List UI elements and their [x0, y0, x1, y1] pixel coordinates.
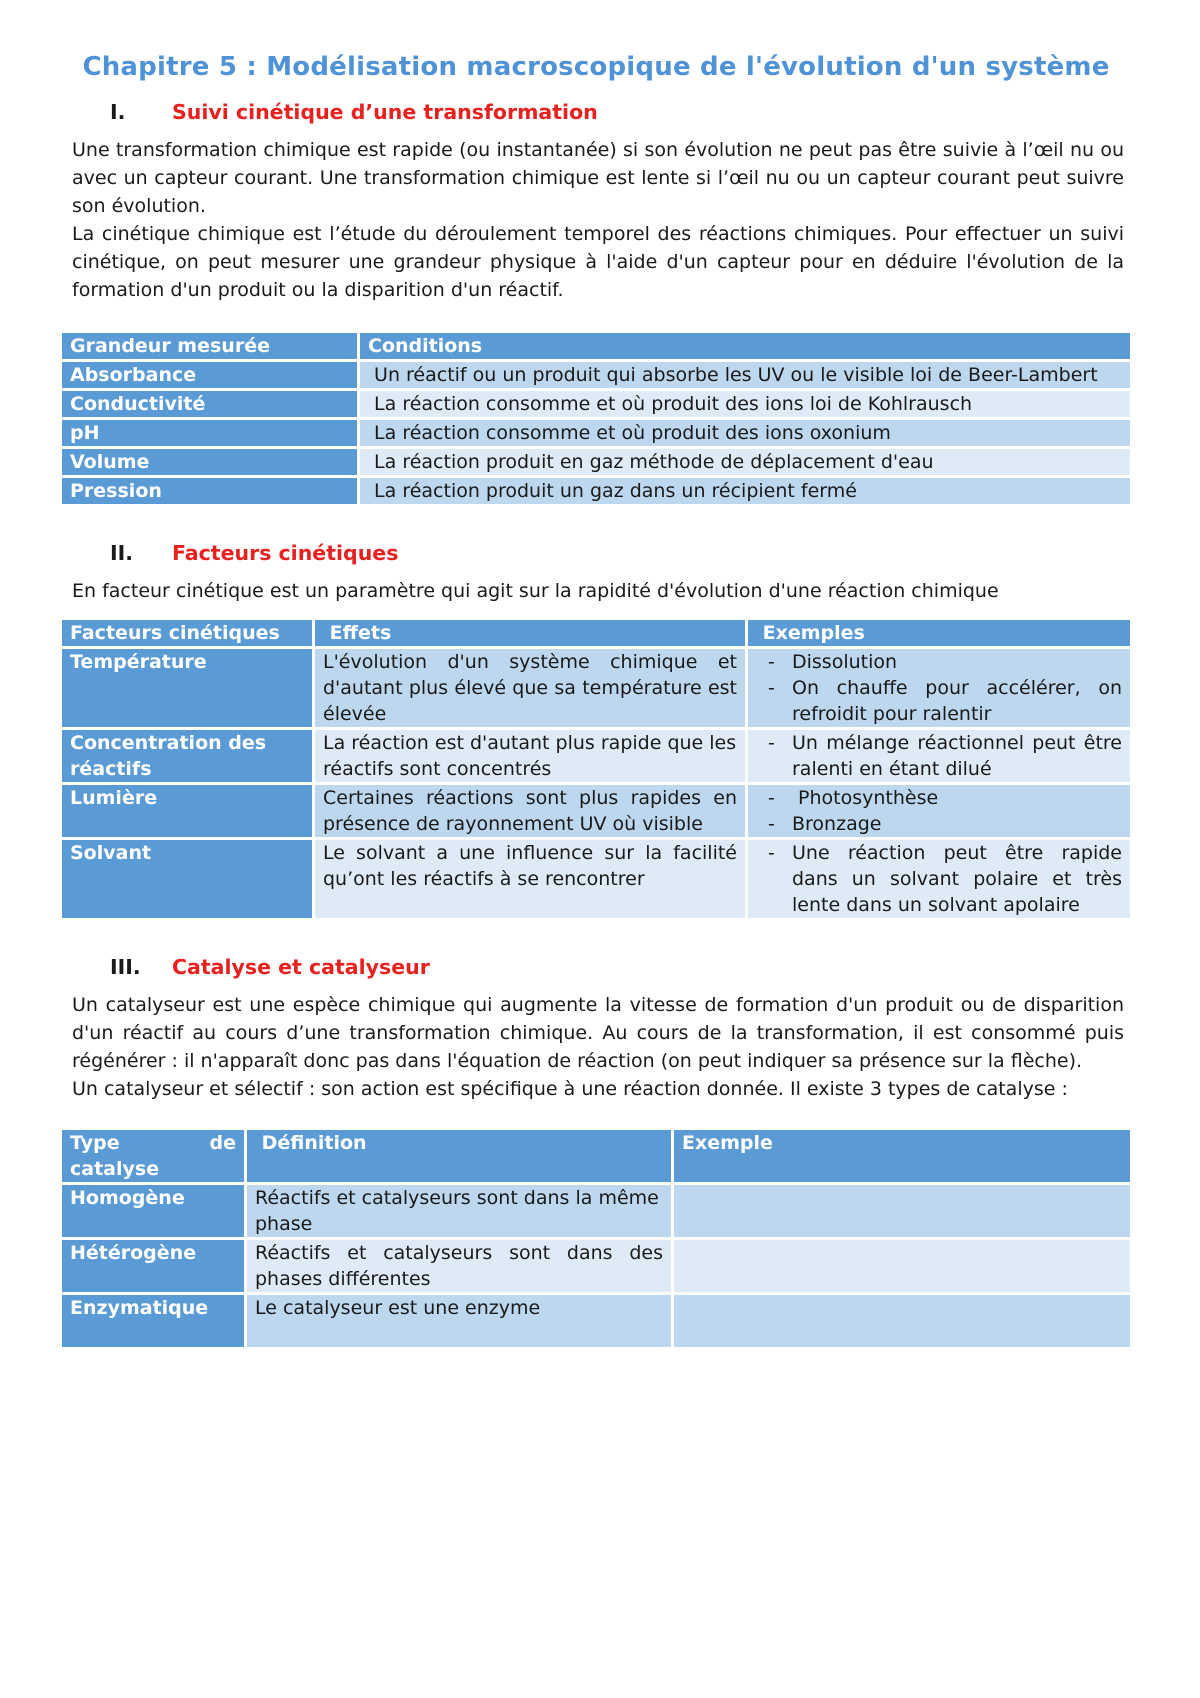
section-3-heading [62, 955, 1130, 979]
paragraph: En facteur cinétique est un paramètre qui agit sur la rapidité d'évolution d'une réaction chimique [72, 580, 999, 602]
section-number: II. [110, 541, 134, 565]
table-cell: La réaction est d'autant plus rapide que les réactifs sont concentrés [315, 730, 745, 782]
table-row [62, 478, 1130, 504]
table-row [62, 391, 1130, 417]
table-cell: La réaction produit un gaz dans un récipient fermé [360, 478, 1130, 504]
table-cell: Enzymatique [62, 1295, 244, 1347]
table-row [62, 785, 1130, 837]
table-cell: La réaction consomme et où produit des ions oxonium [360, 420, 1130, 446]
table-cell [748, 785, 1130, 837]
table-cell: Absorbance [62, 362, 357, 388]
table-cell: La réaction produit en gaz méthode de déplacement d'eau [360, 449, 1130, 475]
table-row [62, 1185, 1130, 1237]
catalysis-table [59, 1127, 1133, 1350]
table-cell: Le solvant a une influence sur la facilité qu’ont les réactifs à se rencontrer [315, 840, 745, 918]
table-cell [748, 840, 1130, 918]
page-title: Chapitre 5 : Modélisation macroscopique de l'évolution d'un système [82, 52, 1110, 82]
table-cell: Réactifs et catalyseurs sont dans des phases différentes [247, 1240, 671, 1292]
table-row [62, 449, 1130, 475]
table-cell: Pression [62, 478, 357, 504]
table-row [62, 649, 1130, 727]
table-cell: Concentration des réactifs [62, 730, 312, 782]
section-title: Facteurs cinétiques [172, 541, 399, 565]
table-header: Effets [315, 620, 745, 646]
table-cell: Un réactif ou un produit qui absorbe les UV ou le visible loi de Beer-Lambert [360, 362, 1130, 388]
paragraph: Un catalyseur est une espèce chimique qui augmente la vitesse de formation d'un produit ou de disparition d'un réactif au cours d’une transformation chimique. Au cours de la transformation, il est consommé puis régénérer : il n'apparaît donc pas dans l'équation de réaction (on peut indiquer sa présence sur la flèche). [72, 994, 1124, 1072]
table-row [62, 1240, 1130, 1292]
document-page [62, 52, 1130, 1350]
list-item: - Bronzage [756, 811, 1122, 837]
table-row [62, 1295, 1130, 1347]
section-title: Catalyse et catalyseur [172, 955, 430, 979]
paragraph: Une transformation chimique est rapide (ou instantanée) si son évolution ne peut pas être suivie à l’œil nu ou avec un capteur courant. Une transformation chimique est lente si l’œil nu ou un capteur courant peut suivre son évolution. [72, 139, 1124, 217]
table-cell: Le catalyseur est une enzyme [247, 1295, 671, 1347]
table-row [62, 362, 1130, 388]
measurement-table [59, 330, 1133, 507]
table-header: Exemple [674, 1130, 1130, 1182]
list-item: - Dissolution [756, 649, 1122, 675]
table-cell [674, 1185, 1130, 1237]
table-row [62, 730, 1130, 782]
table-cell [674, 1240, 1130, 1292]
table-cell: pH [62, 420, 357, 446]
table-header: Définition [247, 1130, 671, 1182]
table-row [62, 420, 1130, 446]
table-header: Facteurs cinétiques [62, 620, 312, 646]
table-cell: Certaines réactions sont plus rapides en présence de rayonnement UV où visible [315, 785, 745, 837]
table-cell [748, 730, 1130, 782]
table-cell: Hétérogène [62, 1240, 244, 1292]
table-cell: Température [62, 649, 312, 727]
list-item: - On chauffe pour accélérer, on refroidit pour ralentir [756, 675, 1122, 727]
table-cell: Volume [62, 449, 357, 475]
table-cell: L'évolution d'un système chimique et d'autant plus élevé que sa température est élevée [315, 649, 745, 727]
section-number: III. [110, 955, 141, 979]
paragraph: Un catalyseur et sélectif : son action est spécifique à une réaction donnée. Il existe 3 types de catalyse : [72, 1078, 1068, 1100]
table-cell: Homogène [62, 1185, 244, 1237]
kinetic-factors-table [59, 617, 1133, 921]
table-cell [674, 1295, 1130, 1347]
table-header: Grandeur mesurée [62, 333, 357, 359]
table-row [62, 840, 1130, 918]
paragraph: La cinétique chimique est l’étude du déroulement temporel des réactions chimiques. Pour effectuer un suivi cinétique, on peut mesurer une grandeur physique à l'aide d'un capteur pour en déduire l'évolution de la formation d'un produit ou la disparition d'un réactif. [72, 223, 1124, 301]
section-2-heading [62, 541, 1130, 565]
section-title: Suivi cinétique d’une transformation [172, 100, 598, 124]
table-cell: Solvant [62, 840, 312, 918]
section-number: I. [110, 100, 126, 124]
table-cell: Réactifs et catalyseurs sont dans la même phase [247, 1185, 671, 1237]
list-item: - Une réaction peut être rapide dans un solvant polaire et très lente dans un solvant apolaire [756, 840, 1122, 918]
list-item: - Un mélange réactionnel peut être ralenti en étant dilué [756, 730, 1122, 782]
table-header: Type de catalyse [62, 1130, 244, 1182]
table-cell: Lumière [62, 785, 312, 837]
table-header: Exemples [748, 620, 1130, 646]
section-1-heading [62, 100, 1130, 124]
table-header: Conditions [360, 333, 1130, 359]
table-cell [748, 649, 1130, 727]
table-cell: Conductivité [62, 391, 357, 417]
table-cell: La réaction consomme et où produit des ions loi de Kohlrausch [360, 391, 1130, 417]
list-item: - Photosynthèse [756, 785, 1122, 811]
